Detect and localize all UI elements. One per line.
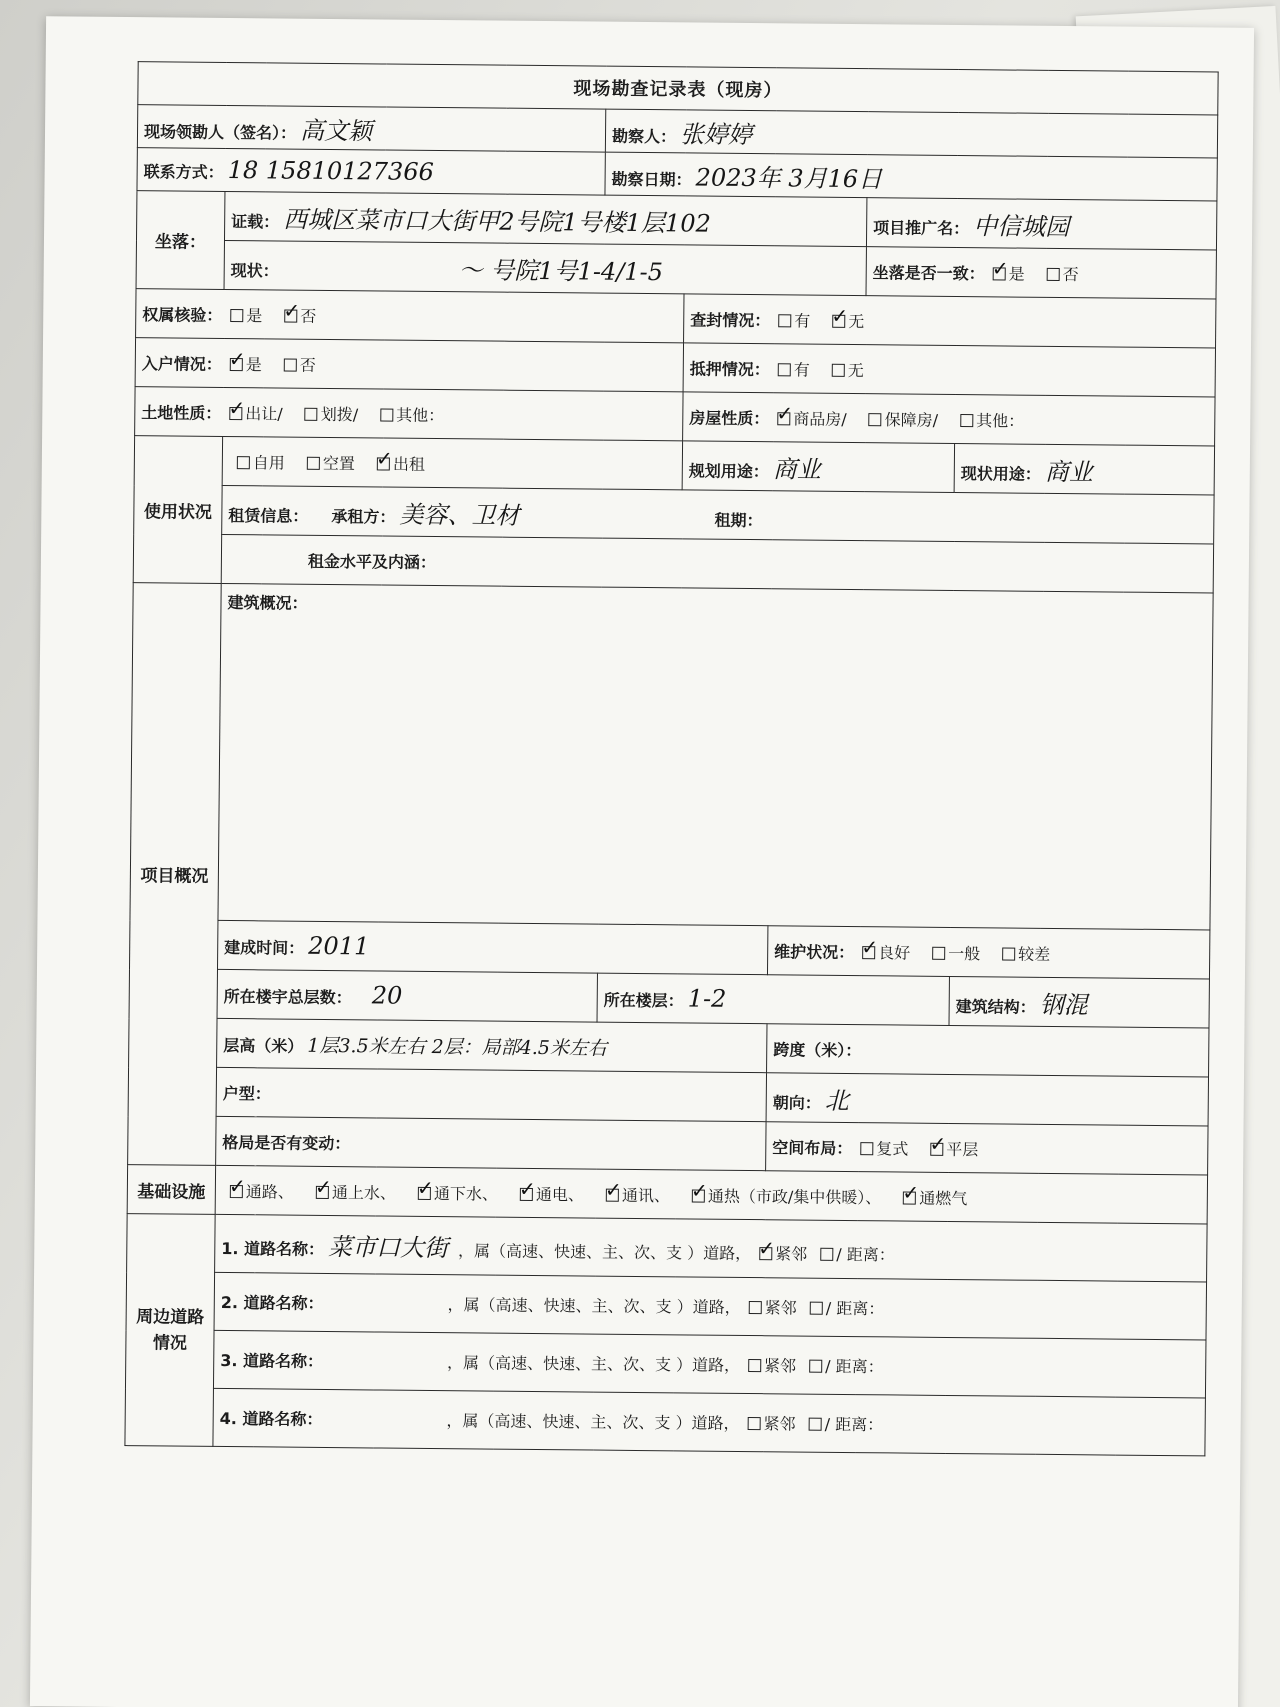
height-label: 层高（米） [223,1035,304,1056]
option-label: 否 [299,355,316,375]
option-1[interactable] [922,1139,978,1159]
infra-header: 基础设施 [127,1165,215,1215]
option-4[interactable] [598,1185,670,1205]
option-label: 否 [300,306,317,326]
checked-box-icon[interactable] [230,358,243,371]
cert-cell [224,191,866,246]
option-0[interactable] [852,1139,908,1159]
option-label: 否 [1062,264,1079,284]
surveyor-cell [605,109,1217,158]
option-0[interactable] [229,453,285,473]
current-use-label: 现状用途： [960,463,1041,484]
road-adjacent-label: 紧邻 [775,1244,808,1264]
space-cell [766,1122,1208,1175]
option-3[interactable] [512,1184,584,1204]
project-name-label: 项目推广名： [873,217,970,238]
seal-label: 查封情况： [690,309,771,330]
option-0[interactable] [769,409,847,429]
checkbox-icon[interactable] [380,408,393,421]
status-cell [224,240,866,295]
option-5[interactable] [684,1186,882,1207]
option-2[interactable] [369,454,425,474]
orientation-value: 北 [824,1086,849,1115]
road-row-2 [214,1272,1207,1340]
unit-type-cell [216,1067,766,1121]
option-label: 其他： [396,405,445,425]
option-label: 通上水、 [331,1182,396,1203]
option-label: 划拨/ [320,404,359,424]
height-cell [217,1018,767,1072]
checked-box-icon[interactable] [832,314,845,327]
option-label: 较差 [1018,944,1051,964]
checkbox-icon[interactable] [832,363,845,376]
road-class-text: ，属（高速、快速、主、次、支 ）道路， [447,1295,741,1317]
option-label: 复式 [876,1138,909,1159]
road-name-value [328,1309,438,1310]
option-label: 通燃气 [919,1188,968,1208]
cert-value: 西城区菜市口大街甲2号院1号楼1层102 [283,205,711,238]
option-6[interactable] [895,1188,967,1208]
option-1[interactable] [308,1182,396,1202]
option-1[interactable] [276,306,316,325]
planned-use-value: 商业 [772,454,821,484]
checkbox-icon[interactable] [778,314,791,327]
road-distance-label: / 距离： [825,1356,884,1377]
road-name-value [327,1367,437,1368]
checked-box-icon[interactable] [377,457,390,470]
road-adjacent-label: 紧邻 [763,1414,796,1434]
layout-change-label: 格局是否有变动： [222,1132,351,1153]
total-floors-value: 20 [371,981,403,1010]
planned-use-label: 规划用途： [688,460,769,481]
option-label: 有 [794,310,811,331]
survey-form-table [124,61,1218,1456]
road-class-text: ，属（高速、快速、主、次、支 ）道路， [458,1241,752,1264]
land-label: 土地性质： [141,402,222,423]
road-row-1 [215,1214,1208,1282]
usage-options [229,453,439,474]
option-0[interactable] [854,943,910,963]
checked-box-icon[interactable] [692,1189,705,1202]
checkbox-icon[interactable] [747,1417,760,1430]
structure-label: 建筑结构： [955,996,1036,1017]
project-name-cell [866,198,1216,250]
guide-cell [137,105,605,152]
road-adjacent-label: 紧邻 [764,1298,797,1318]
built-time-cell [217,920,767,974]
ownership-cell [136,289,684,343]
checkbox-icon[interactable] [237,456,250,469]
built-time-value: 2011 [308,931,370,961]
option-1[interactable] [824,360,864,379]
project-header: 项目概况 [128,583,222,1166]
option-label: 是 [245,354,262,374]
checkbox-icon[interactable] [778,363,791,376]
entry-cell [135,338,683,392]
road-name-label: 3. 道路名称： [220,1350,324,1371]
mortgage-cell [683,343,1215,397]
checkbox-icon[interactable] [230,309,243,322]
option-label: 通热（市政/集中供暖）、 [707,1186,882,1207]
checkbox-icon[interactable] [1047,267,1060,280]
space-label: 空间布局： [772,1137,853,1158]
structure-value: 钢混 [1039,990,1088,1019]
checked-box-icon[interactable] [230,1185,243,1198]
ownership-label: 权属核验： [142,304,223,325]
checkbox-icon[interactable] [305,407,318,420]
option-1[interactable] [861,410,939,430]
total-floors-cell [217,969,597,1022]
road-distance-label: / 距离： [825,1298,885,1319]
consistent-label: 坐落是否一致： [872,262,985,283]
height-value: 1层3.5米左右 2层：局部4.5米左右 [307,1034,608,1060]
option-label: 保障房/ [884,409,939,430]
space-options [852,1139,992,1159]
checkbox-icon[interactable] [284,358,297,371]
option-label: 通电、 [535,1184,585,1204]
road-row-3 [213,1330,1206,1398]
checkbox-icon[interactable] [960,414,973,427]
checkbox-icon[interactable] [1002,947,1015,960]
surveyor-label: 勘察人： [611,126,677,146]
building-overview-label: 建筑概况： [227,593,308,613]
option-2[interactable] [372,405,444,425]
option-label: 通讯、 [621,1185,671,1205]
consistent-options [985,264,1093,284]
road-name-label: 2. 道路名称： [220,1292,324,1313]
floor-cell [597,973,949,1025]
road-name-value [326,1425,436,1426]
lessee-label: 承租方： [331,506,396,527]
surveyor-signature: 张婷婷 [679,119,753,149]
road-name-value: 菜市口大街 [328,1233,449,1263]
checked-box-icon[interactable] [759,1247,772,1260]
contact-value: 18 15810127366 [227,155,434,186]
checked-box-icon[interactable] [316,1185,329,1198]
option-2[interactable] [410,1183,498,1203]
checkbox-icon[interactable] [307,456,320,469]
contact-cell [137,148,605,195]
rent-label: 租金水平及内涵： [307,551,437,572]
option-label: 通下水、 [433,1183,498,1204]
option-1[interactable] [297,404,359,424]
infra-options [222,1181,982,1207]
date-label: 勘察日期： [611,169,692,189]
checked-box-icon[interactable] [284,309,297,322]
option-1[interactable] [824,311,864,330]
road-class-text: ，属（高速、快速、主、次、支 ）道路， [446,1353,741,1375]
checked-box-icon[interactable] [777,412,790,425]
option-label: 出租 [392,454,425,474]
checkbox-icon[interactable] [749,1301,762,1314]
road-distance-label: / 距离： [824,1414,884,1435]
checked-box-icon[interactable] [606,1188,619,1201]
survey-form-sheet [30,16,1254,1707]
house-label: 房屋性质： [689,407,770,428]
option-1[interactable] [924,943,980,963]
lessee-value: 美容、卫材 [399,500,520,530]
option-label: 良好 [878,942,911,963]
option-1[interactable] [276,355,316,374]
checked-box-icon[interactable] [930,1142,943,1155]
road-distance-label: / 距离： [836,1244,895,1265]
project-name-value: 中信城园 [973,211,1070,241]
option-0[interactable] [222,305,262,324]
option-label: 商品房/ [793,408,847,429]
option-1[interactable] [1039,264,1079,283]
checked-box-icon[interactable] [520,1187,533,1200]
option-label: 通路、 [245,1181,294,1202]
land-cell [135,387,683,441]
checked-box-icon[interactable] [903,1191,916,1204]
option-0[interactable] [222,1181,294,1201]
checkbox-icon[interactable] [932,946,945,959]
option-0[interactable] [222,354,262,373]
entry-label: 入户情况： [141,353,222,374]
structure-cell [949,976,1209,1027]
total-floors-label: 所在楼宇总层数： [223,986,352,1008]
status-value: ～ 号院1号1-4/1-5 [458,255,664,286]
date-cell [605,152,1217,201]
checkbox-icon[interactable] [748,1359,761,1372]
checkbox-icon[interactable] [860,1142,873,1155]
date-value: 2023年 3月16日 [695,162,883,193]
span-label: 跨度（米）： [773,1039,862,1060]
checkbox-icon[interactable] [869,413,882,426]
option-1[interactable] [299,453,355,473]
checked-box-icon[interactable] [229,407,242,420]
option-label: 空置 [322,453,355,473]
current-use-cell [954,443,1214,494]
orientation-cell [766,1073,1208,1126]
floor-label: 所在楼层： [603,990,684,1011]
orientation-label: 朝向： [772,1092,821,1113]
option-label: 一般 [948,943,981,963]
usage-header: 使用状况 [133,436,222,584]
unit-type-label: 户型： [222,1083,271,1103]
house-cell [683,392,1215,446]
option-label: 出让/ [245,403,283,424]
guide-label: 现场领勘人（签名）： [143,121,297,143]
checked-box-icon[interactable] [862,946,875,959]
mortgage-label: 抵押情况： [689,358,770,379]
option-2[interactable] [952,410,1024,430]
option-label: 有 [793,359,810,380]
house-options [769,409,1038,431]
maintenance-options [854,943,1064,964]
span-cell [767,1024,1209,1077]
planned-use-cell [682,441,954,493]
checkbox-icon[interactable] [810,1302,823,1315]
land-options [221,403,458,424]
option-label: 平层 [946,1139,979,1159]
roads-header: 周边道路情况 [125,1214,215,1447]
contact-label: 联系方式： [143,162,224,182]
option-0[interactable] [221,403,283,423]
lease-info-label: 租赁信息： [228,505,309,526]
road-name-label: 4. 道路名称： [219,1408,323,1429]
road-name-label: 1. 道路名称： [221,1238,325,1259]
option-0[interactable] [770,311,810,330]
location-label: 坐落： [136,191,225,290]
seal-options [770,311,878,331]
checked-box-icon[interactable] [418,1186,431,1199]
checkbox-icon[interactable] [809,1360,822,1373]
mortgage-options [770,360,878,380]
floor-value: 1-2 [687,984,727,1013]
road-adjacent-label: 紧邻 [764,1356,797,1376]
option-0[interactable] [770,360,810,379]
form-title: 现场勘查记录表（现房） [138,62,1218,115]
option-label: 无 [847,360,864,380]
cert-label: 证载： [231,211,280,231]
status-label: 现状： [230,260,279,280]
checkbox-icon[interactable] [809,1418,822,1431]
built-time-label: 建成时间： [224,937,305,958]
maintenance-cell [767,926,1209,979]
checkbox-icon[interactable] [820,1248,833,1261]
road-row-4 [213,1388,1206,1456]
lease-term-label: 租期： [714,510,763,530]
guide-signature: 高文颖 [299,116,373,145]
option-label: 是 [246,305,263,325]
option-0[interactable] [985,264,1025,283]
entry-options [222,354,330,374]
option-label: 其他： [976,410,1025,431]
building-overview-cell [218,583,1213,930]
option-label: 是 [1008,263,1025,284]
option-label: 无 [848,311,865,331]
layout-change-cell [216,1116,766,1170]
usage-options-cell [222,436,682,489]
current-use-value: 商业 [1044,457,1093,486]
ownership-options [222,305,330,325]
seal-cell [684,294,1216,348]
consistent-cell [866,247,1216,299]
option-label: 自用 [252,452,285,473]
option-2[interactable] [994,944,1050,964]
road-class-text: ，属（高速、快速、主、次、支 ）道路， [446,1411,740,1433]
checked-box-icon[interactable] [993,267,1006,280]
maintenance-label: 维护状况： [774,941,855,962]
